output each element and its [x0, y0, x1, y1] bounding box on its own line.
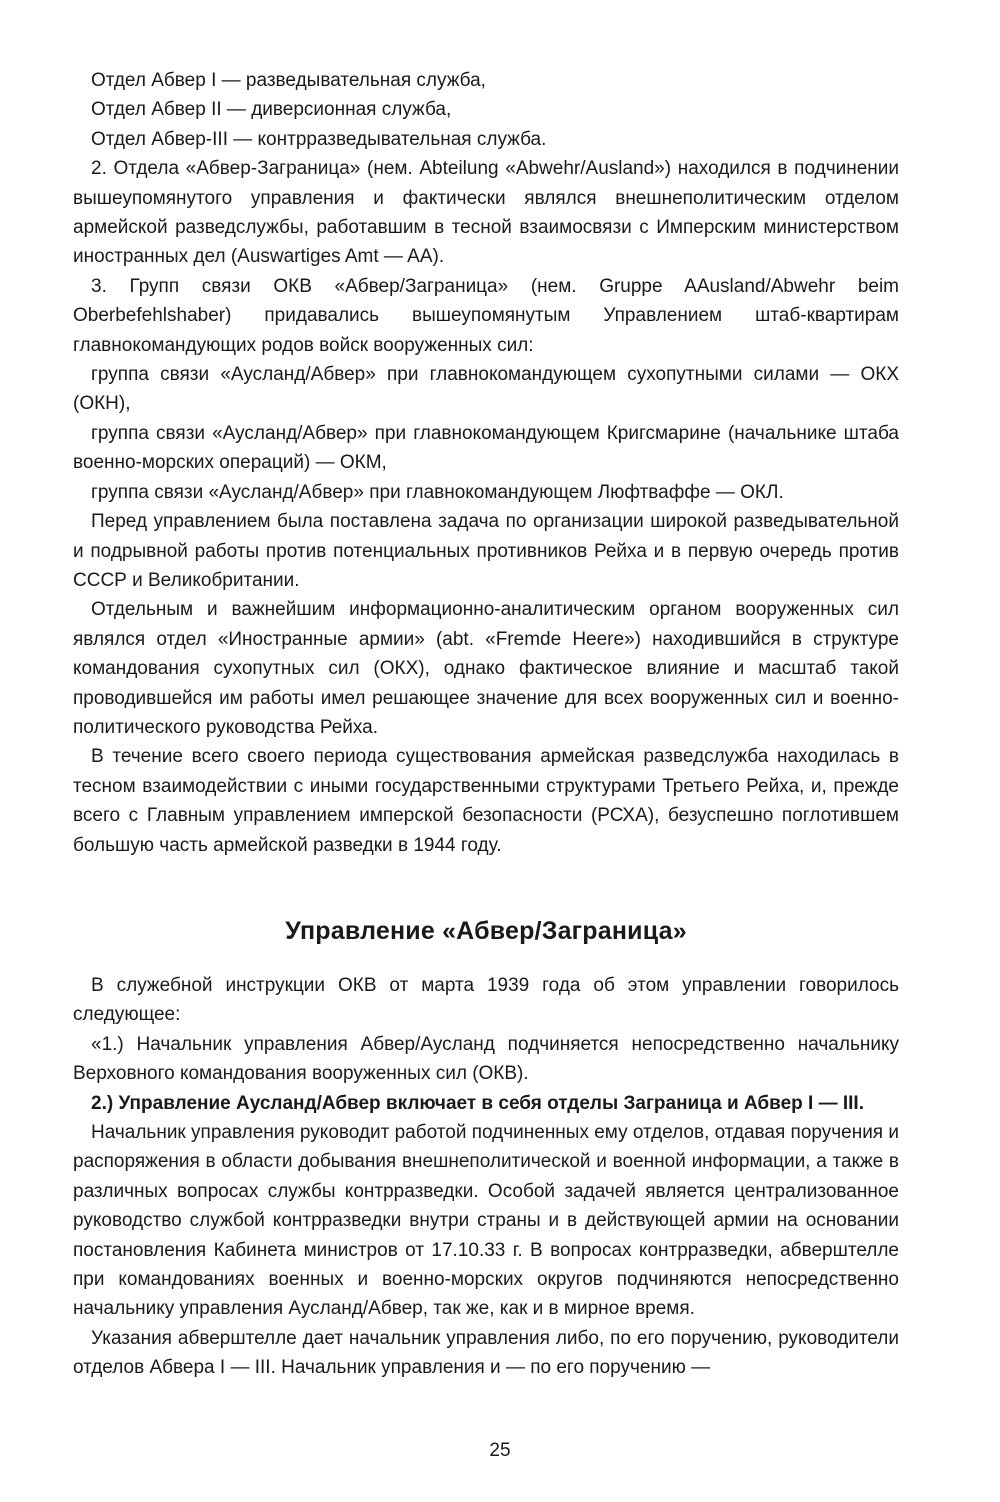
paragraph: Отдел Абвер II — диверсионная служба,: [91, 99, 452, 121]
section-main: [73, 971, 899, 1383]
bold-paragraph: 2.) Управление Аусланд/Абвер включает в себя отделы Заграница и Абвер I — III.: [91, 1092, 864, 1114]
spacer: [73, 947, 899, 971]
spacer: [73, 860, 899, 915]
paragraph: 2. Отдела «Абвер-Заграница» (нем. Abteilung «Abwehr/Ausland») находился в подчинении вышеупомянутого управления и фактически являлся внешнеполитическим отделом армейской разведслужбы, работавшим в тесной взаимосвязи с Имперским министерством иностранных дел (Auswartiges Amt — AA).: [73, 158, 899, 268]
paragraph: группа связи «Аусланд/Абвер» при главнокомандующем Кригсмарине (начальнике штаба военно-морских операций) — ОКМ,: [73, 422, 899, 474]
paragraph: Начальник управления руководит работой подчиненных ему отделов, отдавая поручения и распоряжения в области добывания внешнеполитической и военной информации, а также в различных вопросах службы контрразведки. Особой задачей является централизованное руководство службой контрразведки внутри страны и в действующей армии на основании постановления Кабинета министров от 17.10.33 г. В вопросах контрразведки, абверштелле при командованиях военных и военно-морских округов подчиняются непосредственно начальнику управления Аусланд/Абвер, так же, как и в мирное время.: [73, 1122, 899, 1320]
paragraph: группа связи «Аусланд/Абвер» при главнокомандующем сухопутными силами — ОКХ (ОКН),: [73, 364, 899, 415]
paragraph: группа связи «Аусланд/Абвер» при главнокомандующем Люфтваффе — ОКЛ.: [91, 481, 784, 503]
paragraph: В течение всего своего периода существования армейская разведслужба находилась в тесном взаимодействии с иными государственными структурами Третьего Рейха, и, прежде всего с Главным управлением имперской безопасности (РСХА), безуспешно поглотившем большую часть армейской разведки в 1944 году.: [73, 746, 899, 856]
page-body: [73, 66, 899, 1383]
section-intro: [73, 66, 899, 860]
paragraph: Отдел Абвер I — разведывательная служба,: [91, 70, 486, 91]
paragraph: 3. Групп связи ОКВ «Абвер/Заграница» (нем. Gruppe AAusland/Abwehr beim Oberbefehlshaber) придавались вышеупомянутым Управлением штаб-квартирам главнокомандующих родов войск вооруженных сил:: [73, 275, 899, 356]
section-heading: Управление «Абвер/Заграница»: [285, 916, 687, 945]
paragraph: Перед управлением была поставлена задача по организации широкой разведывательной и подрывной работы против потенциальных противников Рейха и в первую очередь против СССР и Великобритании.: [73, 511, 899, 591]
paragraph: В служебной инструкции ОКВ от марта 1939 года об этом управлении говорилось следующее:: [73, 974, 899, 1026]
paragraph: Отдел Абвер-III — контрразведывательная служба.: [91, 128, 547, 150]
paragraph: Указания абверштелле дает начальник управления либо, по его поручению, руководители отделов Абвера I — III. Начальник управления и — по его поручению —: [73, 1327, 899, 1379]
paragraph: «1.) Начальник управления Абвер/Аусланд подчиняется непосредственно начальнику Верховного командования вооруженных сил (ОКВ).: [73, 1033, 899, 1085]
page-number: 25: [489, 1440, 511, 1461]
paragraph: Отдельным и важнейшим информационно-аналитическим органом вооруженных сил являлся отдел «Иностранные армии» (abt. «Fremde Heere») находившийся в структуре командования сухопутных сил (ОКХ), однако фактическое влияние и масштаб такой проводившейся им работы имел решающее значение для всех вооруженных сил и военно-политического руководства Рейха.: [73, 599, 899, 738]
